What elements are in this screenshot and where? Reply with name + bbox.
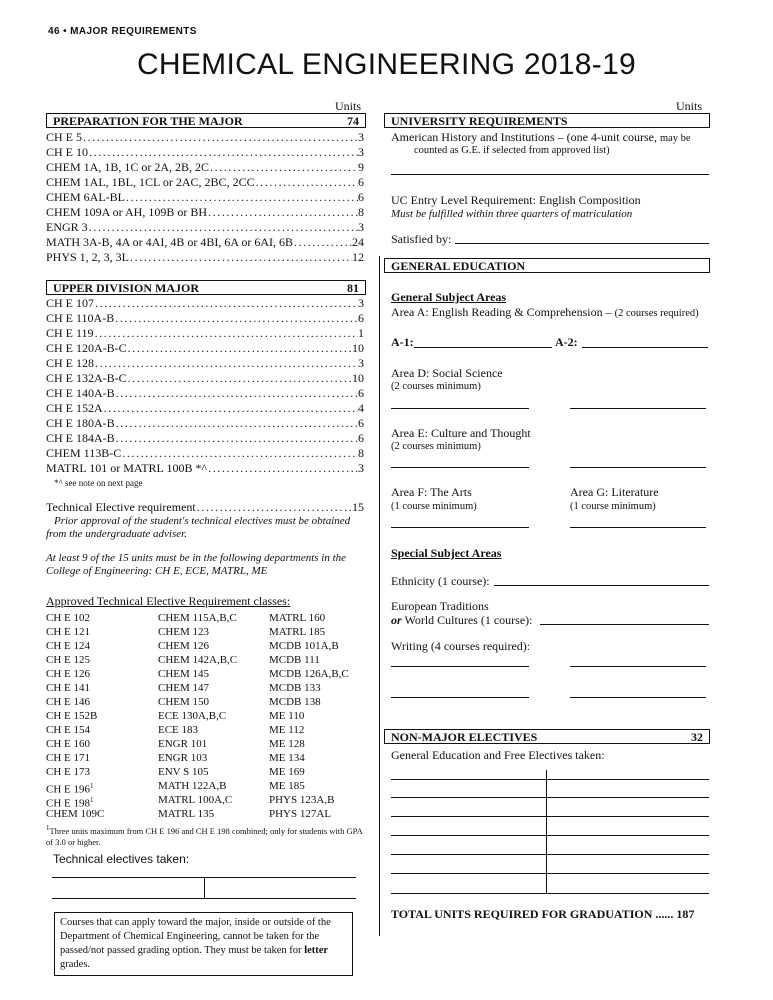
elective-course bbox=[269, 709, 304, 723]
course-label: PHYS 1, 2, 3, 3L bbox=[46, 250, 130, 264]
elective-course-label: ME 169 bbox=[269, 766, 305, 778]
area-e-note: (2 courses minimum) bbox=[391, 441, 481, 452]
elective-course bbox=[46, 611, 90, 625]
area-a: Area A: English Reading & Comprehension – bbox=[391, 305, 612, 319]
leader-dots bbox=[94, 356, 358, 371]
a2-label: A-2 bbox=[555, 335, 574, 349]
ethnicity-line[interactable] bbox=[494, 585, 709, 586]
approved-heading: Approved Technical Elective Requirement classes: bbox=[46, 594, 291, 608]
area-d-note: (2 courses minimum) bbox=[391, 381, 481, 392]
total-units bbox=[391, 907, 694, 922]
area-d: Area D: Social Science bbox=[391, 366, 503, 380]
elective-course bbox=[158, 611, 237, 625]
course-row bbox=[46, 220, 364, 235]
elective-course-label: CH E 198 bbox=[46, 797, 90, 810]
leader-dots bbox=[293, 235, 352, 250]
course-label: CH E 180A-B bbox=[46, 416, 115, 430]
leader-dots bbox=[94, 296, 358, 311]
elective-course bbox=[46, 723, 90, 737]
nonmajor-line-3[interactable] bbox=[391, 816, 709, 817]
running-head: 46 • MAJOR REQUIREMENTS bbox=[48, 26, 197, 37]
column-divider bbox=[379, 256, 380, 936]
a2-label-wrap: A-2: bbox=[555, 335, 578, 349]
course-units: 4 bbox=[358, 401, 364, 415]
course-units: 1 bbox=[358, 326, 364, 340]
elective-course-label: CH E 125 bbox=[46, 654, 90, 666]
elective-course bbox=[269, 737, 305, 751]
course-label: CH E 152A bbox=[46, 401, 103, 415]
course-row bbox=[46, 371, 364, 386]
course-label: CHEM 6AL-BL bbox=[46, 190, 125, 204]
course-label: CHEM 113B-C bbox=[46, 446, 122, 460]
course-units: 3 bbox=[358, 461, 364, 475]
course-units: 9 bbox=[358, 160, 364, 174]
elective-course-label: CH E 141 bbox=[46, 682, 90, 694]
units-label-left: Units bbox=[335, 99, 362, 113]
nonmajor-line-5[interactable] bbox=[391, 854, 709, 855]
elective-course bbox=[269, 611, 325, 625]
course-row bbox=[46, 175, 364, 190]
elective-course-label: CH E 121 bbox=[46, 626, 90, 638]
course-label: CH E 110A-B bbox=[46, 311, 115, 325]
elective-course-label: CH E 171 bbox=[46, 752, 90, 764]
ge-heading-box bbox=[384, 258, 710, 273]
approved-classes-table bbox=[46, 611, 366, 823]
elective-course bbox=[269, 765, 305, 779]
footnote-marker: 1 bbox=[90, 782, 94, 790]
course-row bbox=[46, 130, 364, 145]
course-row bbox=[46, 205, 364, 220]
elective-course-label: MCDB 111 bbox=[269, 654, 320, 666]
course-row bbox=[46, 145, 364, 160]
nonmajor-heading-box bbox=[384, 729, 710, 744]
footnote-marker: 1 bbox=[90, 796, 94, 804]
course-row bbox=[46, 190, 364, 205]
leader-dots bbox=[129, 250, 352, 265]
elective-course-label: CHEM 147 bbox=[158, 682, 210, 694]
course-units: 6 bbox=[358, 431, 364, 445]
elective-course-label: MATRL 160 bbox=[269, 612, 326, 624]
elective-course bbox=[158, 681, 209, 695]
course-label: CHEM 1A, 1B, 1C or 2A, 2B, 2C bbox=[46, 160, 210, 174]
course-label: CH E 5 bbox=[46, 130, 82, 144]
tech-row bbox=[46, 500, 364, 515]
elective-course-label: MATRL 100A,C bbox=[158, 794, 233, 806]
nonmajor-line-2[interactable] bbox=[391, 797, 709, 798]
elective-course bbox=[46, 681, 90, 695]
elective-course bbox=[46, 793, 94, 810]
prep-heading: PREPARATION FOR THE MAJOR bbox=[53, 114, 243, 128]
course-units: 3 bbox=[358, 296, 364, 310]
course-units: 8 bbox=[358, 446, 364, 460]
area-g: Area G: Literature bbox=[570, 485, 659, 499]
nonmajor-divider bbox=[546, 770, 547, 894]
notice-text-end: grades. bbox=[60, 959, 91, 970]
writing-line-2[interactable] bbox=[570, 666, 706, 667]
elective-course-label: PHYS 123A,B bbox=[269, 794, 335, 806]
area-d-line-1[interactable] bbox=[391, 408, 529, 409]
leader-dots bbox=[115, 416, 358, 431]
tech-label: Technical Elective requirement bbox=[46, 500, 196, 514]
units-label-right: Units bbox=[676, 99, 703, 113]
course-units: 6 bbox=[358, 311, 364, 325]
course-units: 10 bbox=[352, 371, 364, 385]
nonmajor-line-6[interactable] bbox=[391, 873, 709, 874]
area-e-line-1[interactable] bbox=[391, 467, 529, 468]
elective-course-label: CH E 154 bbox=[46, 724, 90, 736]
area-f-note: (1 course minimum) bbox=[391, 501, 477, 512]
total-label: TOTAL UNITS REQUIRED FOR GRADUATION ...... bbox=[391, 907, 674, 921]
european-label: European Traditions bbox=[391, 599, 489, 613]
course-row bbox=[46, 341, 364, 356]
total-value: 187 bbox=[676, 907, 695, 921]
area-a-line bbox=[391, 305, 699, 320]
elective-course bbox=[46, 653, 90, 667]
leader-dots bbox=[94, 326, 358, 341]
course-row bbox=[46, 326, 364, 341]
course-row bbox=[46, 401, 364, 416]
area-d-line-2[interactable] bbox=[570, 408, 706, 409]
elective-course-label: CHEM 150 bbox=[158, 696, 210, 708]
elective-course bbox=[158, 653, 237, 667]
course-row bbox=[46, 311, 364, 326]
course-label: CH E 10 bbox=[46, 145, 88, 159]
leader-dots bbox=[127, 371, 352, 386]
elective-course bbox=[158, 793, 232, 807]
elective-course bbox=[46, 639, 90, 653]
course-units: 10 bbox=[352, 341, 364, 355]
uc-entry-note: Must be fulfilled within three quarters of matriculation bbox=[391, 208, 633, 220]
writing-line-1[interactable] bbox=[391, 666, 529, 667]
area-a-note: (2 courses required) bbox=[614, 308, 699, 319]
elective-course-label: CH E 124 bbox=[46, 640, 90, 652]
footnote-marker: 1 bbox=[46, 824, 50, 832]
nonmajor-line-7[interactable] bbox=[391, 893, 709, 894]
nonmajor-line-4[interactable] bbox=[391, 835, 709, 836]
nonmajor-line-1[interactable] bbox=[391, 779, 709, 780]
elective-course-label: ENGR 101 bbox=[158, 738, 208, 750]
elective-course-label: MCDB 133 bbox=[269, 682, 321, 694]
upper-heading-box bbox=[46, 280, 366, 295]
elective-course-label: ME 185 bbox=[269, 780, 305, 792]
nonmajor-taken-label: General Education and Free Electives taken: bbox=[391, 748, 605, 762]
course-row bbox=[46, 461, 364, 476]
elective-course bbox=[269, 807, 331, 821]
elective-course bbox=[269, 639, 339, 653]
elective-course bbox=[46, 779, 94, 796]
course-row bbox=[46, 250, 364, 265]
leader-dots bbox=[82, 130, 358, 145]
elective-course bbox=[158, 723, 198, 737]
course-units: 8 bbox=[358, 205, 364, 219]
elective-course bbox=[158, 751, 207, 765]
leader-dots bbox=[255, 175, 358, 190]
elective-course bbox=[269, 723, 304, 737]
elective-course-label: CHEM 115A,B,C bbox=[158, 612, 237, 624]
footnote bbox=[46, 823, 364, 848]
ahi-answer-line[interactable] bbox=[391, 174, 709, 175]
course-label: CHEM 109A or AH, 109B or BH bbox=[46, 205, 208, 219]
elective-course bbox=[269, 667, 349, 681]
nonmajor-heading: NON-MAJOR ELECTIVES bbox=[391, 730, 538, 744]
elective-course-label: CH E 102 bbox=[46, 612, 90, 624]
elective-course bbox=[269, 793, 334, 807]
course-row bbox=[46, 386, 364, 401]
elective-course bbox=[158, 807, 214, 821]
elective-course-label: PHYS 127AL bbox=[269, 808, 332, 820]
course-label: CH E 132A-B-C bbox=[46, 371, 127, 385]
course-units: 3 bbox=[358, 220, 364, 234]
world-line bbox=[391, 613, 532, 628]
ahi-line-2: counted as G.E. if selected from approved list) bbox=[414, 145, 610, 156]
elective-course bbox=[158, 625, 209, 639]
course-row bbox=[46, 446, 364, 461]
world-label: World Cultures (1 course): bbox=[404, 613, 533, 627]
leader-dots bbox=[127, 341, 352, 356]
world-cultures-line[interactable] bbox=[540, 624, 709, 625]
course-units: 3 bbox=[358, 356, 364, 370]
a1-line[interactable] bbox=[414, 347, 552, 348]
elective-course-label: ME 112 bbox=[269, 724, 305, 736]
course-row bbox=[46, 356, 364, 371]
ge-heading: GENERAL EDUCATION bbox=[391, 259, 526, 273]
course-label: CH E 120A-B-C bbox=[46, 341, 127, 355]
elective-course-label: CHEM 109C bbox=[46, 808, 105, 820]
ahi-main: American History and Institutions – (one 4-unit course, bbox=[391, 130, 657, 144]
elective-course-label: CHEM 123 bbox=[158, 626, 210, 638]
elective-course-label: CH E 160 bbox=[46, 738, 90, 750]
elective-course-label: ECE 183 bbox=[158, 724, 199, 736]
prep-heading-box bbox=[46, 113, 366, 128]
course-label: CH E 119 bbox=[46, 326, 94, 340]
elective-course bbox=[269, 695, 321, 709]
a1-label-wrap: A-1: bbox=[391, 335, 414, 349]
elective-course bbox=[46, 751, 90, 765]
course-row bbox=[46, 431, 364, 446]
tech-units: 15 bbox=[352, 500, 364, 514]
univ-heading-box bbox=[384, 113, 710, 128]
course-label: CH E 184A-B bbox=[46, 431, 115, 445]
elective-course bbox=[46, 737, 90, 751]
elective-course bbox=[158, 737, 207, 751]
course-label: MATRL 101 or MATRL 100B *^ bbox=[46, 461, 208, 475]
upper-units: 81 bbox=[347, 281, 359, 295]
writing-label: Writing (4 courses required): bbox=[391, 639, 531, 653]
course-units: 6 bbox=[358, 386, 364, 400]
nonmajor-units: 32 bbox=[691, 730, 703, 744]
course-row bbox=[46, 416, 364, 431]
elective-course bbox=[46, 667, 90, 681]
at-least-note: At least 9 of the 15 units must be in the following departments in the College of Engineering: CH E, ECE, MATRL, ME bbox=[46, 552, 347, 577]
elective-course-label: CH E 196 bbox=[46, 783, 90, 796]
satisfied-label: Satisfied by: bbox=[391, 232, 452, 246]
footnote-text: Three units maximum from CH E 196 and CH E 198 combined; only for students with GPA of 3.0 or higher. bbox=[46, 825, 363, 847]
elective-course-label: MATRL 185 bbox=[269, 626, 326, 638]
elective-course bbox=[46, 695, 90, 709]
course-label: ENGR 3 bbox=[46, 220, 88, 234]
leader-dots bbox=[115, 431, 358, 446]
elective-course bbox=[158, 765, 209, 779]
leader-dots bbox=[88, 220, 358, 235]
elective-course bbox=[269, 625, 325, 639]
course-units: 6 bbox=[358, 190, 364, 204]
course-units: 6 bbox=[358, 416, 364, 430]
elective-course-label: ME 128 bbox=[269, 738, 305, 750]
elective-course-label: ME 110 bbox=[269, 710, 305, 722]
elective-course-label: MCDB 126A,B,C bbox=[269, 668, 349, 680]
elective-course-label: MCDB 101A,B bbox=[269, 640, 339, 652]
area-f-line[interactable] bbox=[391, 527, 529, 528]
course-row bbox=[46, 296, 364, 311]
leader-dots bbox=[121, 446, 358, 461]
elective-course-label: ENV S 105 bbox=[158, 766, 209, 778]
area-e-line-2[interactable] bbox=[570, 467, 706, 468]
leader-dots bbox=[115, 386, 358, 401]
leader-dots bbox=[207, 205, 358, 220]
area-e: Area E: Culture and Thought bbox=[391, 426, 531, 440]
elective-course-label: MCDB 138 bbox=[269, 696, 321, 708]
tech-taken-divider bbox=[204, 878, 205, 898]
upper-note: *^ see note on next page bbox=[54, 478, 143, 488]
grading-notice-box bbox=[54, 912, 353, 976]
elective-course-label: CH E 126 bbox=[46, 668, 90, 680]
course-label: CH E 140A-B bbox=[46, 386, 115, 400]
elective-course bbox=[269, 751, 305, 765]
elective-course-label: CHEM 142A,B,C bbox=[158, 654, 238, 666]
leader-dots bbox=[196, 500, 352, 515]
course-units: 24 bbox=[352, 235, 364, 249]
elective-course bbox=[46, 807, 104, 821]
elective-course bbox=[269, 653, 320, 667]
elective-course bbox=[46, 625, 90, 639]
elective-course-label: CH E 152B bbox=[46, 710, 98, 722]
prep-list bbox=[46, 130, 364, 270]
ethnicity-label: Ethnicity (1 course): bbox=[391, 574, 490, 588]
uc-entry: UC Entry Level Requirement: English Composition bbox=[391, 193, 641, 207]
elective-course bbox=[269, 681, 321, 695]
leader-dots bbox=[88, 145, 358, 160]
elective-course-label: ENGR 103 bbox=[158, 752, 208, 764]
univ-heading: UNIVERSITY REQUIREMENTS bbox=[391, 114, 568, 128]
tech-taken-line-2[interactable] bbox=[52, 898, 356, 899]
elective-course-label: MATRL 135 bbox=[158, 808, 215, 820]
elective-course-label: CHEM 145 bbox=[158, 668, 210, 680]
general-subject-areas: General Subject Areas bbox=[391, 290, 507, 304]
elective-course bbox=[46, 765, 90, 779]
elective-course-label: MATH 122A,B bbox=[158, 780, 227, 792]
elective-course bbox=[158, 695, 209, 709]
leader-dots bbox=[209, 160, 358, 175]
ahi-small: may be bbox=[659, 133, 691, 144]
or-word: or bbox=[391, 613, 402, 627]
elective-course bbox=[158, 709, 226, 723]
ahi-line bbox=[391, 130, 691, 145]
elective-course bbox=[46, 709, 97, 723]
course-label: CHEM 1AL, 1BL, 1CL or 2AC, 2BC, 2CC bbox=[46, 175, 255, 189]
upper-list bbox=[46, 296, 364, 481]
area-f: Area F: The Arts bbox=[391, 485, 472, 499]
page-title: CHEMICAL ENGINEERING 2018-19 bbox=[136, 48, 637, 81]
course-label: CH E 107 bbox=[46, 296, 94, 310]
a1-label: A-1 bbox=[391, 335, 410, 349]
course-label: MATH 3A-B, 4A or 4AI, 4B or 4BI, 6A or 6AI, 6B bbox=[46, 235, 293, 249]
notice-letter: letter bbox=[304, 945, 329, 956]
tech-taken-label: Technical electives taken: bbox=[53, 852, 190, 866]
leader-dots bbox=[103, 401, 358, 416]
course-row bbox=[46, 235, 364, 250]
notice-text: Courses that can apply toward the major, inside or outside of the Department of Chemical Engineering, cannot be taken for the passed/not passed grading option. They must be taken for bbox=[60, 917, 331, 956]
a2-line[interactable] bbox=[582, 347, 708, 348]
elective-course bbox=[158, 639, 209, 653]
elective-course bbox=[158, 667, 209, 681]
course-units: 3 bbox=[358, 145, 364, 159]
course-units: 3 bbox=[358, 130, 364, 144]
elective-course bbox=[158, 779, 226, 793]
area-g-line[interactable] bbox=[570, 527, 706, 528]
prep-units: 74 bbox=[347, 114, 359, 128]
satisfied-line[interactable] bbox=[455, 243, 709, 244]
upper-heading: UPPER DIVISION MAJOR bbox=[53, 281, 200, 295]
writing-line-3[interactable] bbox=[391, 697, 529, 698]
prior-approval-note: Prior approval of the student's technical electives must be obtained from the undergraduate adviser. bbox=[46, 515, 351, 540]
elective-course bbox=[269, 779, 305, 793]
writing-line-4[interactable] bbox=[570, 697, 706, 698]
special-subject-areas: Special Subject Areas bbox=[391, 546, 502, 560]
elective-course-label: ECE 130A,B,C bbox=[158, 710, 227, 722]
elective-course-label: CH E 173 bbox=[46, 766, 90, 778]
leader-dots bbox=[114, 311, 358, 326]
leader-dots bbox=[125, 190, 358, 205]
elective-course-label: ME 134 bbox=[269, 752, 305, 764]
leader-dots bbox=[207, 461, 358, 476]
course-label: CH E 128 bbox=[46, 356, 94, 370]
area-g-note: (1 course minimum) bbox=[570, 501, 656, 512]
elective-course-label: CH E 146 bbox=[46, 696, 90, 708]
course-units: 12 bbox=[352, 250, 364, 264]
course-units: 6 bbox=[358, 175, 364, 189]
course-row bbox=[46, 160, 364, 175]
elective-course-label: CHEM 126 bbox=[158, 640, 210, 652]
